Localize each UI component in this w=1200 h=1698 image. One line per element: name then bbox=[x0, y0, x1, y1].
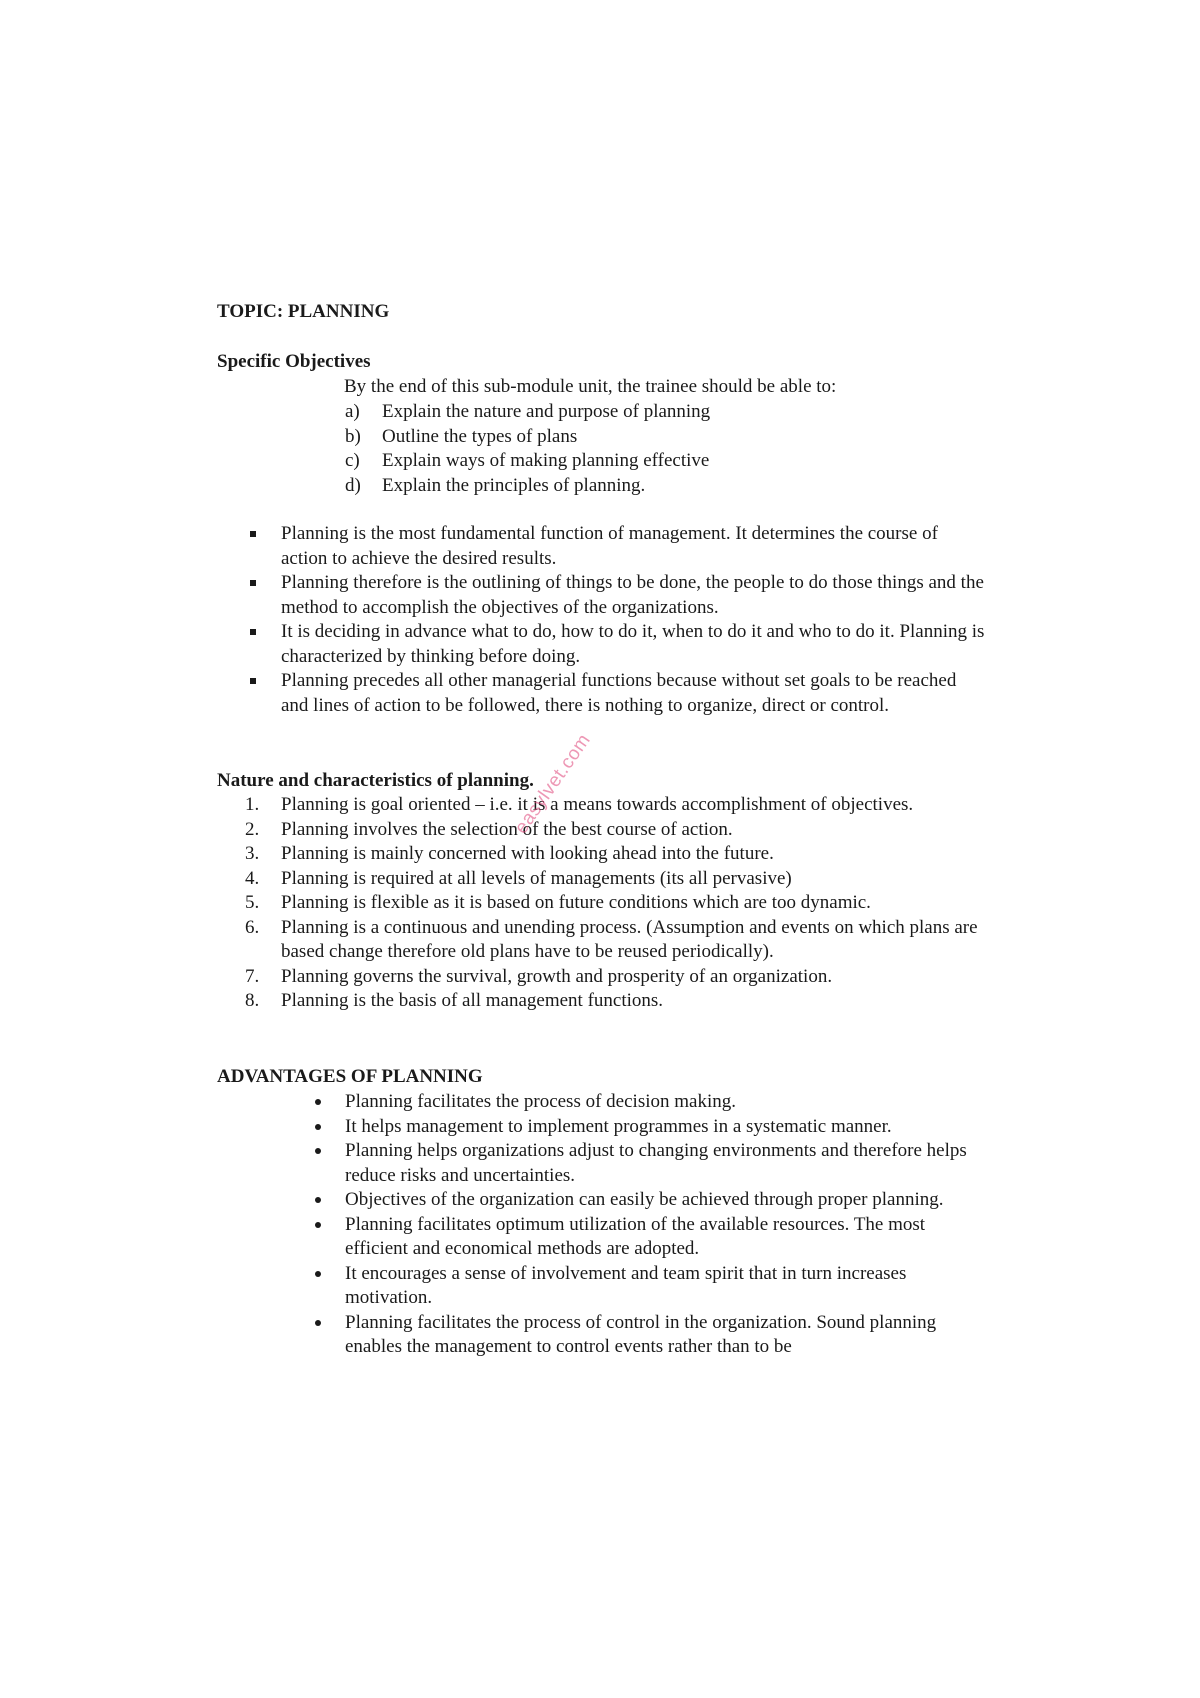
nature-item bbox=[245, 793, 988, 818]
advantage-item bbox=[310, 1139, 980, 1188]
advantage-item bbox=[310, 1213, 980, 1262]
overview-item bbox=[248, 620, 988, 669]
overview-text: Planning precedes all other managerial functions because without set goals to be reached and lines of action to be followed, there is nothing to organize, direct or control. bbox=[281, 670, 957, 716]
square-bullet-icon bbox=[250, 629, 256, 635]
objective-item bbox=[340, 425, 710, 450]
objectives-list bbox=[340, 400, 710, 498]
nature-text: Planning involves the selection of the best course of action. bbox=[281, 818, 733, 840]
nature-text: Planning governs the survival, growth and prosperity of an organization. bbox=[281, 965, 833, 987]
nature-text: Planning is goal oriented – i.e. it is a means towards accomplishment of objectives. bbox=[281, 794, 914, 815]
overview-text: Planning therefore is the outlining of things to be done, the people to do those things and the method to accomplish the objectives of the organizations. bbox=[281, 572, 984, 618]
list-marker: 8. bbox=[245, 990, 260, 1011]
nature-item bbox=[245, 867, 988, 892]
round-bullet-icon bbox=[315, 1099, 321, 1105]
list-marker: 7. bbox=[245, 965, 260, 987]
objectives-heading: Specific Objectives bbox=[217, 351, 371, 372]
objective-text: Explain ways of making planning effective bbox=[382, 450, 710, 471]
nature-text: Planning is required at all levels of managements (its all pervasive) bbox=[281, 867, 792, 889]
list-marker: 2. bbox=[245, 818, 260, 840]
advantages-heading: ADVANTAGES OF PLANNING bbox=[217, 1066, 483, 1087]
overview-list bbox=[248, 522, 988, 718]
advantage-text: Planning facilitates the process of control in the organization. Sound planning enables the management to control events rather than to be bbox=[345, 1311, 937, 1357]
objective-text: Outline the types of plans bbox=[382, 425, 578, 447]
nature-text: Planning is flexible as it is based on future conditions which are too dynamic. bbox=[281, 892, 871, 913]
round-bullet-icon bbox=[315, 1320, 321, 1326]
topic-heading: TOPIC: PLANNING bbox=[217, 301, 390, 322]
nature-item bbox=[245, 842, 988, 867]
advantage-item bbox=[310, 1311, 980, 1360]
advantage-item bbox=[310, 1115, 980, 1140]
objective-text: Explain the nature and purpose of planning bbox=[382, 401, 711, 422]
advantages-list bbox=[310, 1090, 980, 1360]
advantage-item bbox=[310, 1090, 980, 1115]
nature-item bbox=[245, 916, 988, 965]
list-marker: 6. bbox=[245, 916, 260, 938]
round-bullet-icon bbox=[315, 1124, 321, 1130]
round-bullet-icon bbox=[315, 1197, 321, 1203]
list-marker: 4. bbox=[245, 867, 260, 889]
objective-item bbox=[340, 449, 710, 474]
advantage-text: Objectives of the organization can easily be achieved through proper planning. bbox=[345, 1189, 944, 1210]
advantage-item bbox=[310, 1188, 980, 1213]
square-bullet-icon bbox=[250, 580, 256, 586]
list-marker: c) bbox=[345, 450, 360, 471]
objectives-intro: By the end of this sub-module unit, the trainee should be able to: bbox=[344, 376, 837, 397]
nature-text: Planning is the basis of all management functions. bbox=[281, 990, 664, 1011]
advantage-text: Planning helps organizations adjust to changing environments and therefore helps reduce risks and uncertainties. bbox=[345, 1140, 967, 1186]
round-bullet-icon bbox=[315, 1222, 321, 1228]
watermark: easylvet.com bbox=[510, 730, 596, 838]
overview-text: Planning is the most fundamental function of management. It determines the course of action to achieve the desired results. bbox=[281, 523, 938, 569]
advantage-item bbox=[310, 1262, 980, 1311]
nature-list bbox=[245, 793, 988, 1014]
nature-heading: Nature and characteristics of planning. bbox=[217, 770, 534, 791]
nature-item bbox=[245, 989, 988, 1014]
list-marker: d) bbox=[345, 474, 361, 496]
advantage-text: It encourages a sense of involvement and team spirit that in turn increases motivation. bbox=[345, 1262, 907, 1308]
round-bullet-icon bbox=[315, 1148, 321, 1154]
nature-text: Planning is mainly concerned with looking ahead into the future. bbox=[281, 843, 774, 864]
list-marker: a) bbox=[345, 401, 360, 422]
advantage-text: Planning facilitates optimum utilization of the available resources. The most efficient and economical methods are adopted. bbox=[345, 1213, 926, 1259]
round-bullet-icon bbox=[315, 1271, 321, 1277]
objective-item bbox=[340, 400, 710, 425]
objective-text: Explain the principles of planning. bbox=[382, 474, 646, 496]
list-marker: 3. bbox=[245, 843, 260, 864]
advantage-text: Planning facilitates the process of decision making. bbox=[345, 1091, 736, 1112]
nature-text: Planning is a continuous and unending process. (Assumption and events on which plans are based change therefore old plans have to be reused periodically). bbox=[281, 916, 978, 962]
nature-item bbox=[245, 818, 988, 843]
nature-item bbox=[245, 965, 988, 990]
advantage-text: It helps management to implement programmes in a systematic manner. bbox=[345, 1115, 892, 1137]
square-bullet-icon bbox=[250, 678, 256, 684]
nature-item bbox=[245, 891, 988, 916]
objective-item bbox=[340, 474, 710, 499]
list-marker: 1. bbox=[245, 794, 260, 815]
overview-item bbox=[248, 571, 988, 620]
overview-item bbox=[248, 669, 988, 718]
list-marker: b) bbox=[345, 425, 361, 447]
square-bullet-icon bbox=[250, 531, 256, 537]
overview-item bbox=[248, 522, 988, 571]
list-marker: 5. bbox=[245, 892, 260, 913]
overview-text: It is deciding in advance what to do, how to do it, when to do it and who to do it. Planning is characterized by thinking before doing. bbox=[281, 621, 985, 667]
